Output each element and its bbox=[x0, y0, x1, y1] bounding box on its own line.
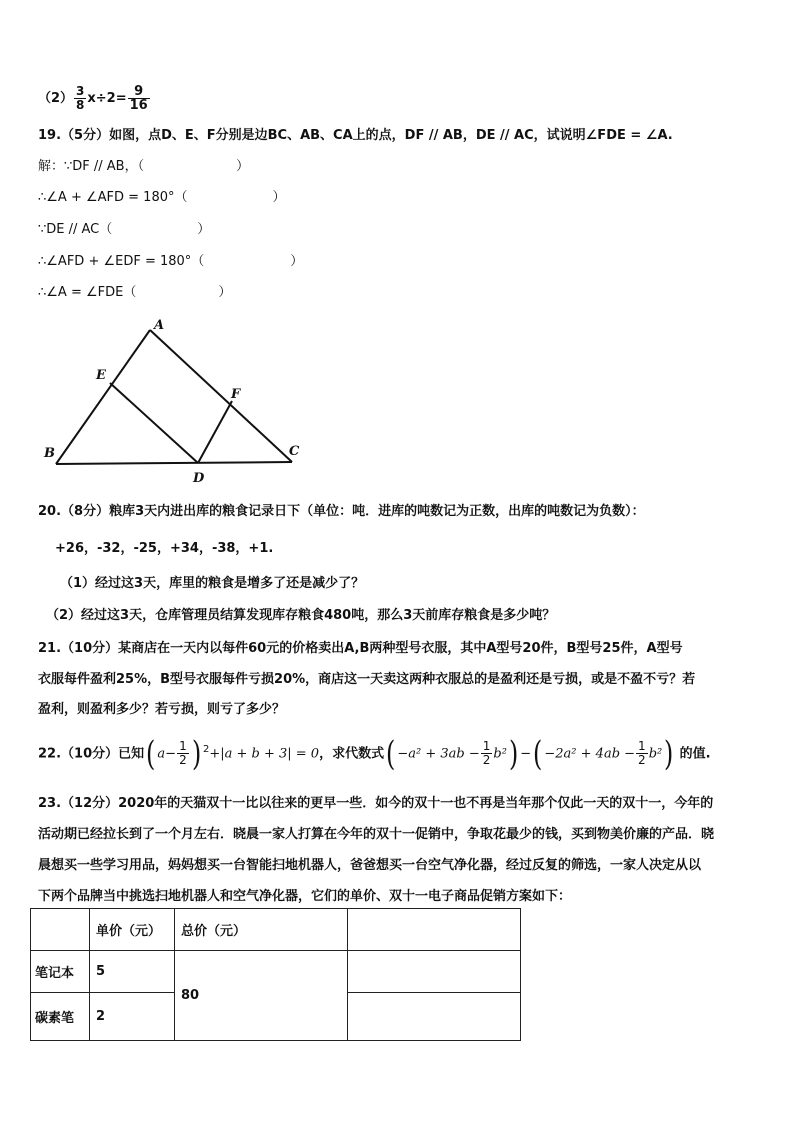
q20-part1: （1）经过这3天，库里的粮食是增多了还是减少了？ bbox=[60, 576, 365, 591]
q20-heading: 20.（8分）粮库3天内进出库的粮食记录日下（单位：吨．进库的吨数记为正数，出库的吨数记为负数）： bbox=[38, 504, 645, 519]
segment-de bbox=[110, 383, 198, 463]
q19-heading: 19.（5分）如图，点D、E、F分别是边BC、AB、CA上的点，DF // AB，DE // AC，试说明∠FDE = ∠A. bbox=[38, 128, 673, 143]
q23-line1: 23.（12分）2020年的天猫双十一比以往来的更早一些．如今的双十一也不再是当年那个仅此一天的双十一，今年的 bbox=[38, 796, 714, 811]
q19-solve-line: 解：∵DF // AB，（ ） bbox=[38, 159, 250, 174]
label-c: C bbox=[289, 444, 300, 459]
q19-step-1: ∴∠A + ∠AFD = 180°（ ） bbox=[38, 190, 286, 205]
q23-line2: 活动期已经拉长到了一个月左右．晓晨一家人打算在今年的双十一促销中，争取花最少的钱，买到物美价廉的产品．晓 bbox=[38, 827, 715, 842]
side-bc bbox=[56, 462, 292, 464]
label-d: D bbox=[193, 471, 205, 486]
table-header-price: 单价（元） bbox=[90, 909, 175, 951]
q23-line3: 晨想买一些学习用品，妈妈想买一台智能扫地机器人，爸爸想买一台空气净化器，经过反复的筛选，一家人决定从以 bbox=[38, 858, 702, 873]
label-b: B bbox=[44, 446, 55, 461]
q21-line1: 21.（10分）某商店在一天内以每件60元的价格卖出A,B两种型号衣服，其中A型号20件，B型号25件，A型号 bbox=[38, 641, 683, 656]
q21-line2: 衣服每件盈利25%，B型号衣服每件亏损20%，商店这一天卖这两种衣服总的是盈利还是亏损，或是不盈不亏？若 bbox=[38, 672, 696, 687]
q20-part2: （2）经过这3天，仓库管理员结算发现库存粮食480吨，那么3天前库存粮食是多少吨？ bbox=[46, 608, 556, 623]
fraction-9-16: $\frac{9}{16}$ bbox=[129, 84, 148, 113]
table-cell-item: 碳素笔 bbox=[31, 993, 90, 1041]
segment-df bbox=[198, 401, 232, 463]
triangle-figure bbox=[0, 0, 794, 500]
table-header-row bbox=[31, 909, 521, 951]
price-table bbox=[30, 908, 521, 1041]
side-ac bbox=[150, 330, 292, 462]
q22-line: 22.（10分）已知( a− $\frac{1}{2}$ ) $^2$+|a + b + 3| = 0，求代数式( −a² + 3ab − $\frac{1}{2}$ b²) −( −2a² + 4ab − $\frac{1}{2}$ b²) 的值. bbox=[38, 733, 711, 774]
fraction-3-8: $\frac{3}{8}$ bbox=[76, 84, 85, 112]
table-cell-price: 5 bbox=[90, 951, 175, 993]
table-cell-empty bbox=[348, 909, 521, 951]
q20-data: +26，-32，-25，+34，-38，+1. bbox=[55, 541, 274, 556]
table-cell-empty bbox=[31, 909, 90, 951]
table-row bbox=[31, 951, 521, 993]
table-cell-empty bbox=[348, 951, 521, 993]
table-cell-total: 80 bbox=[175, 951, 348, 1041]
q23-line4: 下两个品牌当中挑选扫地机器人和空气净化器，它们的单价、双十一电子商品促销方案如下： bbox=[38, 889, 572, 904]
side-ab bbox=[56, 330, 150, 464]
q18-mid: x÷2= bbox=[87, 91, 127, 106]
q21-line3: 盈利，则盈利多少？若亏损，则亏了多少？ bbox=[38, 702, 286, 717]
table-header-total: 总价（元） bbox=[175, 909, 348, 951]
label-a: A bbox=[154, 318, 165, 333]
q18-prefix: （2） bbox=[38, 91, 74, 106]
table-cell-item: 笔记本 bbox=[31, 951, 90, 993]
table-cell-price: 2 bbox=[90, 993, 175, 1041]
q19-step-4: ∴∠A = ∠FDE（ ） bbox=[38, 285, 232, 300]
label-e: E bbox=[96, 368, 106, 383]
table-cell-empty bbox=[348, 993, 521, 1041]
label-f: F bbox=[231, 387, 241, 402]
q19-step-3: ∴∠AFD + ∠EDF = 180°（ ） bbox=[38, 254, 304, 269]
q19-step-2: ∵DE // AC（ ） bbox=[38, 222, 211, 237]
